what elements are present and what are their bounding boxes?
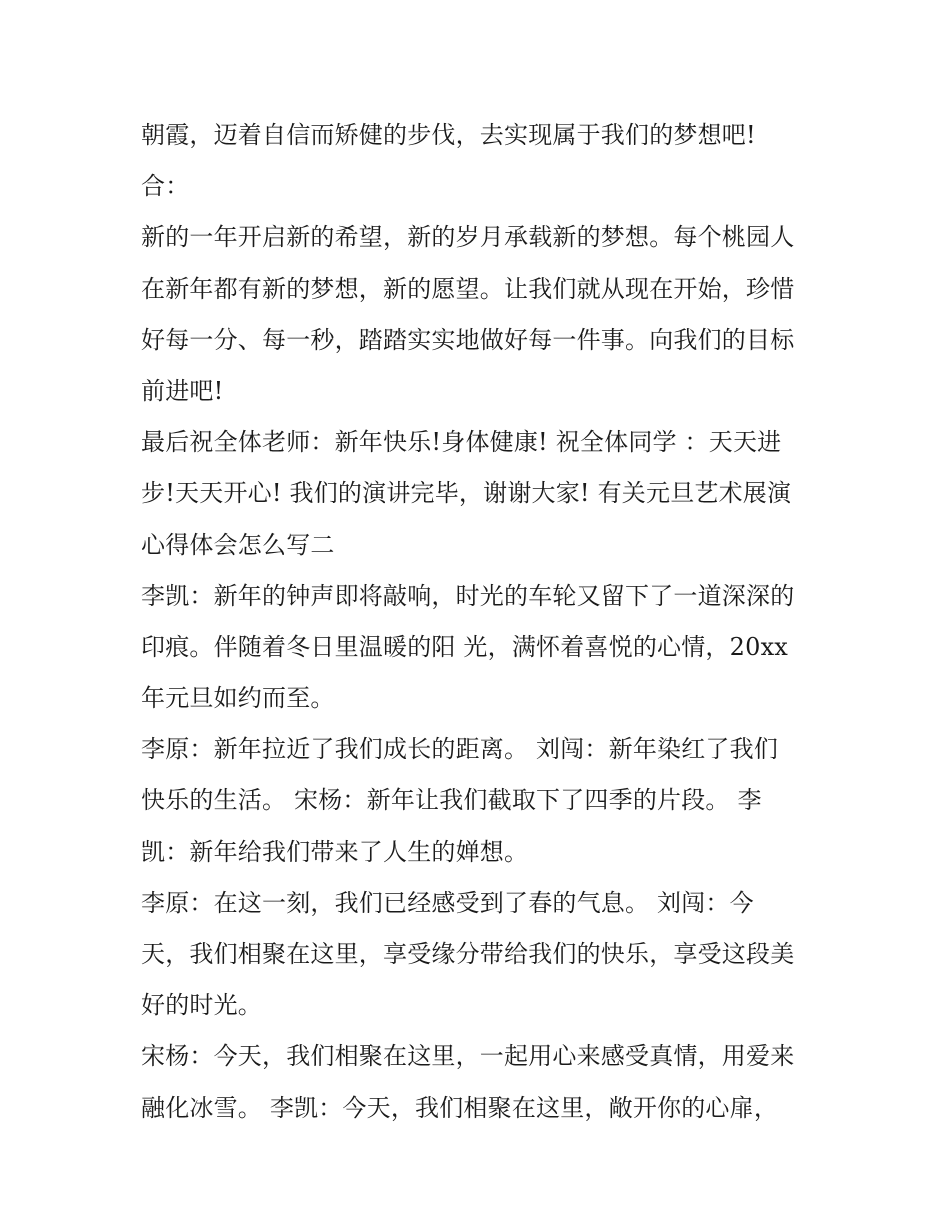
text-line: 快乐的生活。 宋杨：新年让我们截取下了四季的片段。 李 xyxy=(141,786,762,815)
text-line: 好的时光。 xyxy=(141,991,262,1020)
text-line: 好每一分、每一秒，踏踏实实地做好每一件事。向我们的目标 xyxy=(141,325,795,354)
text-line: 心得体会怎么写二 xyxy=(141,530,335,559)
document-body xyxy=(141,110,821,1134)
text-line: 印痕。伴随着冬日里温暖的阳 光，满怀着喜悦的心情，20xx xyxy=(141,632,789,661)
text-line: 李原：在这一刻，我们已经感受到了春的气息。 刘闯：今 xyxy=(141,888,754,917)
text-line: 李凯：新年的钟声即将敲响，时光的车轮又留下了一道深深的 xyxy=(141,581,795,610)
text-line: 宋杨：今天，我们相聚在这里，一起用心来感受真情，用爱来 xyxy=(141,1042,795,1071)
text-line: 天，我们相聚在这里，享受缘分带给我们的快乐，享受这段美 xyxy=(141,940,795,968)
text-line: 朝霞，迈着自信而矫健的步伐，去实现属于我们的梦想吧! xyxy=(141,121,756,149)
text-line: 李原：新年拉近了我们成长的距离。 刘闯：新年染红了我们 xyxy=(141,735,779,764)
text-line: 融化冰雪。 李凯：今天，我们相聚在这里，敞开你的心扉， xyxy=(141,1093,779,1122)
text-line: 前进吧! xyxy=(141,376,224,405)
text-line: 年元旦如约而至。 xyxy=(141,684,335,713)
text-line: 最后祝全体老师：新年快乐!身体健康! 祝全体同学 ：天天进 xyxy=(141,428,782,457)
text-line: 新的一年开启新的希望，新的岁月承载新的梦想。每个桃园人 xyxy=(141,223,795,252)
text-line: 凯：新年给我们带来了人生的婵想。 xyxy=(141,837,529,866)
text-line: 合： xyxy=(141,172,190,201)
text-line: 步!天天开心! 我们的演讲完毕，谢谢大家! 有关元旦艺术展演 xyxy=(141,479,792,508)
text-line: 在新年都有新的梦想，新的愿望。让我们就从现在开始，珍惜 xyxy=(141,274,795,303)
